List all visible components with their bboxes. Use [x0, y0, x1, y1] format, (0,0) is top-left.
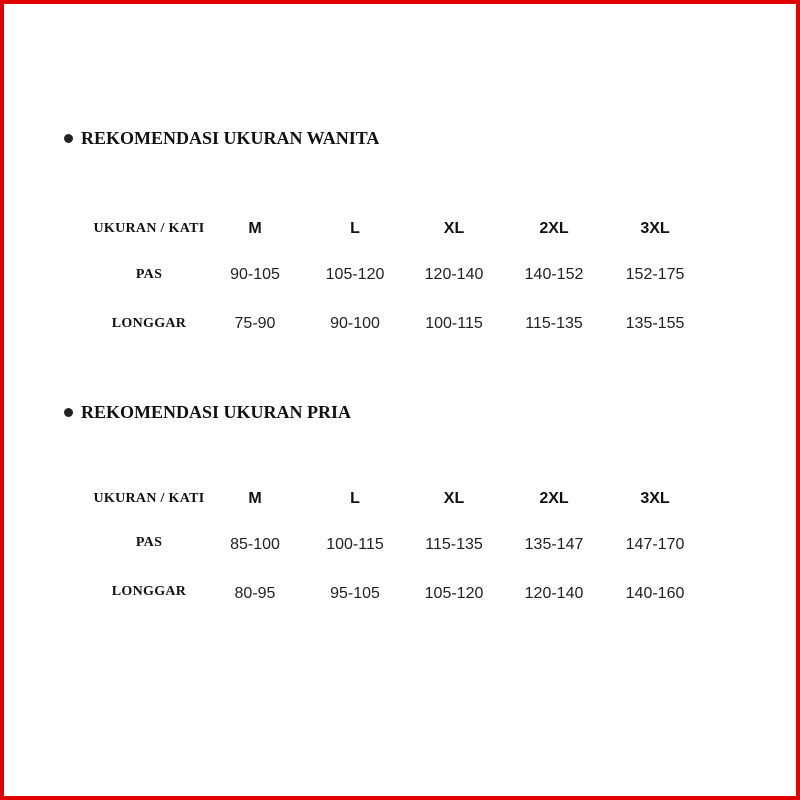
table-cell: 105-120 [325, 266, 385, 283]
size-header-l: L [350, 220, 360, 237]
size-header-3xl: 3XL [640, 220, 670, 237]
table-row-pas [4, 260, 800, 290]
size-header-2xl: 2XL [539, 220, 569, 237]
size-header-m: M [248, 490, 262, 507]
size-header-3xl: 3XL [640, 490, 670, 507]
row-label-pas: PAS [135, 267, 163, 282]
size-header-xl: XL [443, 220, 465, 237]
row-label-pas: PAS [135, 535, 163, 550]
table-cell: 152-175 [625, 266, 685, 283]
header-label: UKURAN / KATI [93, 221, 205, 236]
table-cell: 100-115 [326, 536, 384, 553]
table-cell: 105-120 [424, 585, 484, 602]
table-cell: 140-152 [524, 266, 584, 283]
table-cell: 147-170 [625, 536, 685, 553]
table-cell: 135-155 [625, 315, 685, 332]
table-cell: 135-147 [524, 536, 584, 553]
table-header-row [4, 214, 800, 244]
section-heading-pria [64, 402, 351, 423]
table-row-longgar [4, 309, 800, 339]
table-cell: 115-135 [425, 536, 483, 553]
size-header-m: M [248, 220, 262, 237]
table-header-row [4, 484, 800, 514]
table-cell: 90-105 [230, 266, 280, 283]
table-cell: 140-160 [625, 585, 685, 602]
header-label: UKURAN / KATI [93, 491, 205, 506]
section-title-pria: REKOMENDASI UKURAN PRIA [81, 402, 352, 422]
size-header-2xl: 2XL [539, 490, 569, 507]
table-cell: 95-105 [330, 585, 380, 602]
table-cell: 75-90 [234, 315, 276, 332]
bullet-icon [64, 408, 73, 417]
section-title-wanita: REKOMENDASI UKURAN WANITA [81, 128, 380, 148]
table-cell: 90-100 [330, 315, 380, 332]
section-heading-wanita [64, 128, 379, 149]
table-cell: 120-140 [524, 585, 584, 602]
table-cell: 115-135 [525, 315, 583, 332]
table-cell: 100-115 [425, 315, 483, 332]
table-cell: 85-100 [230, 536, 280, 553]
bullet-icon [64, 134, 73, 143]
table-cell: 120-140 [424, 266, 484, 283]
table-cell: 80-95 [234, 585, 276, 602]
table-row-longgar [4, 579, 800, 609]
row-label-longgar: LONGGAR [111, 316, 187, 331]
size-header-l: L [350, 490, 360, 507]
row-label-longgar: LONGGAR [111, 584, 187, 599]
size-header-xl: XL [443, 490, 465, 507]
table-row-pas [4, 530, 800, 560]
